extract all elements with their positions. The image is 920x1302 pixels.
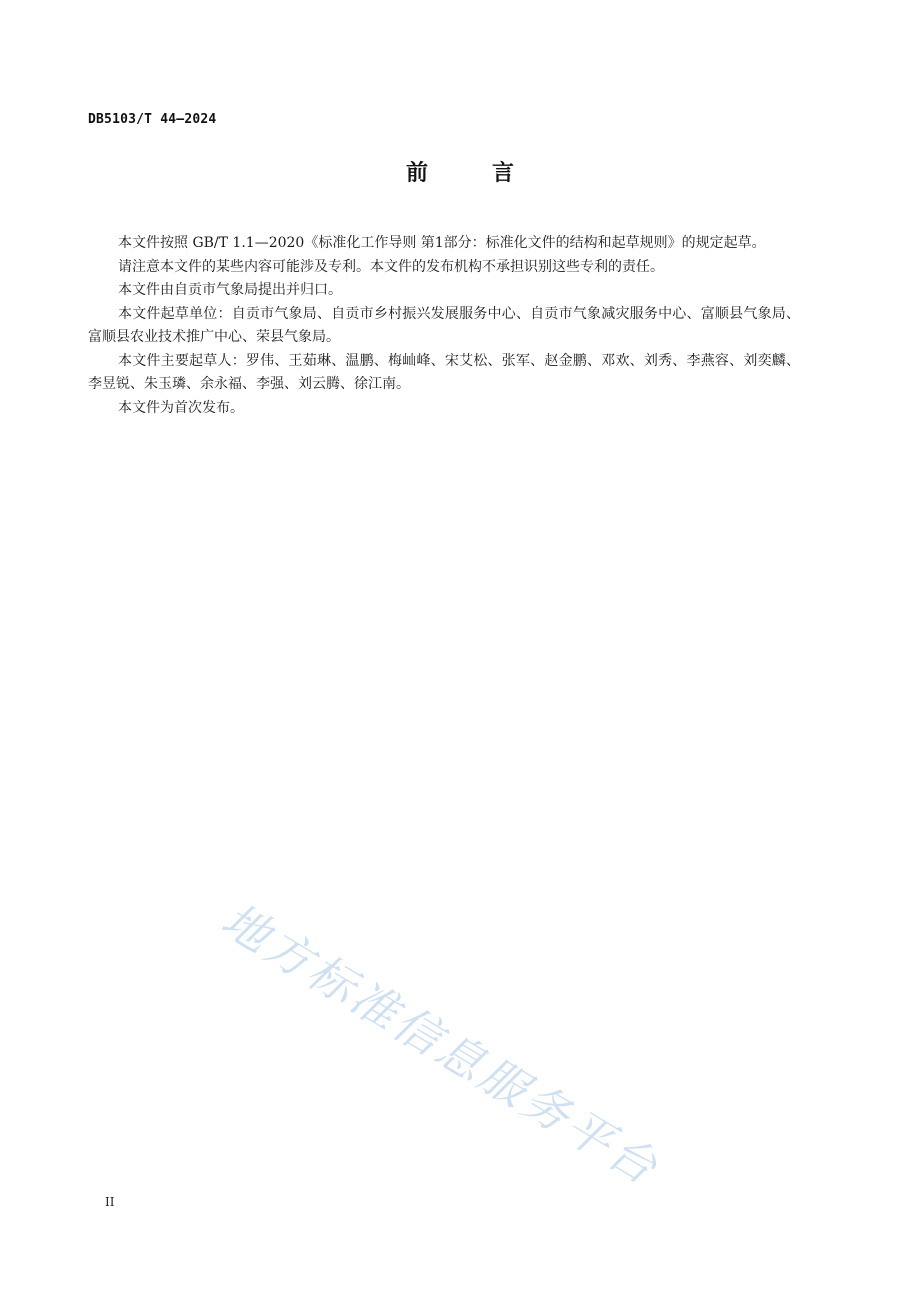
paragraph-drafting-rules: 本文件按照 GB/T 1.1—2020《标准化工作导则 第1部分：标准化文件的结构和起草规则》的规定起草。 [118, 235, 766, 251]
paragraph-proposer: 本文件由自贡市气象局提出并归口。 [118, 282, 342, 298]
paragraph-patent-notice: 请注意本文件的某些内容可能涉及专利。本文件的发布机构不承担识别这些专利的责任。 [118, 258, 664, 275]
paragraph-drafters: 本文件主要起草人：罗伟、王茹琳、温鹏、梅屾峰、宋艾松、张军、赵金鹏、邓欢、刘秀、李燕容、刘奕麟、李昱锐、朱玉璘、余永福、李强、刘云腾、徐江南。 [88, 352, 800, 392]
document-code: DB5103/T 44—2024 [88, 112, 217, 127]
watermark-text: 地方标准信息服务平台 [212, 892, 669, 1197]
page-title: 前言 [405, 161, 578, 186]
page-number: II [105, 1195, 115, 1209]
paragraph-release-note: 本文件为首次发布。 [118, 399, 244, 416]
document-body [88, 232, 800, 420]
paragraph-drafting-units: 本文件起草单位：自贡市气象局、自贡市乡村振兴发展服务中心、自贡市气象减灾服务中心、富顺县气象局、富顺县农业技术推广中心、荣县气象局。 [88, 305, 800, 345]
